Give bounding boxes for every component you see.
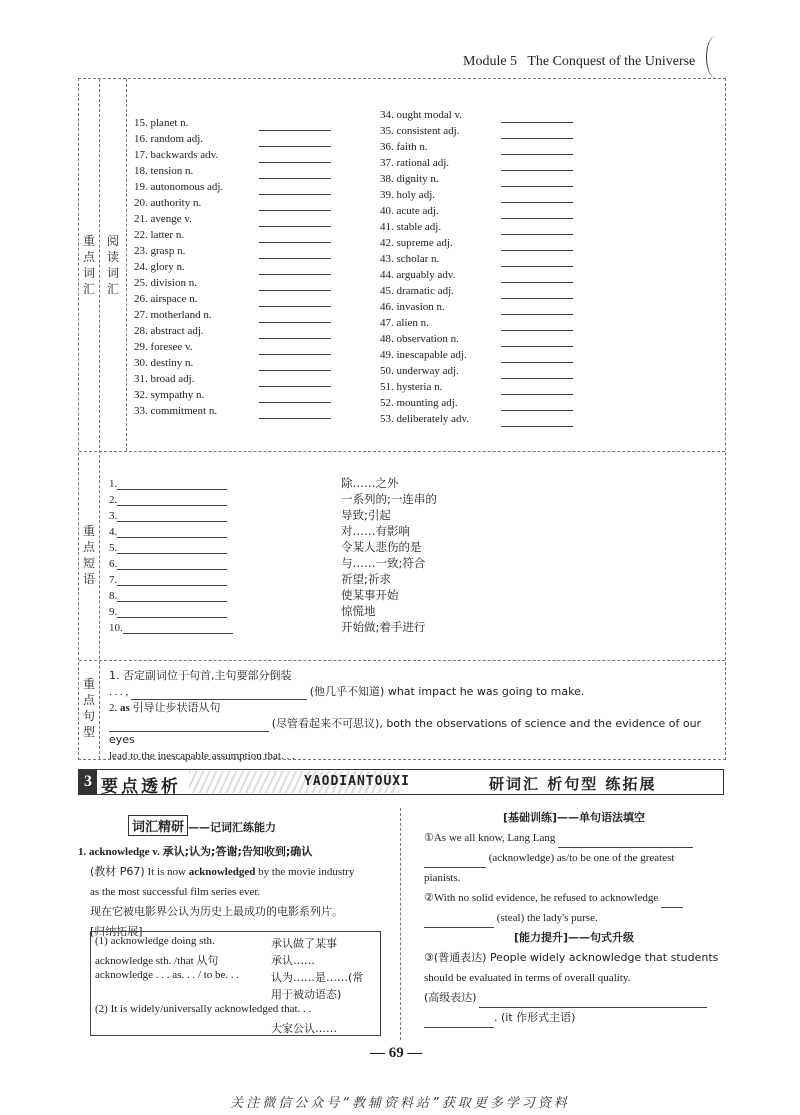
phrase-blank[interactable] bbox=[123, 621, 233, 634]
vocab-blank[interactable] bbox=[259, 403, 331, 419]
phrase-row bbox=[109, 493, 233, 509]
label-char: 句 bbox=[82, 709, 95, 723]
phrase-meaning: 惊慌地 bbox=[341, 604, 376, 618]
header-title: The Conquest of the Universe bbox=[527, 54, 696, 69]
summary-en: (2) It is widely/universally acknowledged that. . . bbox=[95, 1003, 312, 1015]
vocab-blank[interactable] bbox=[501, 219, 573, 235]
sentence-1: . . . , (他几乎不知道) what impact he was going to make. bbox=[109, 685, 585, 698]
entry-acknowledge: 1. acknowledge v. 承认;认为;答谢;告知收到;确认 (教材 P67) It is now acknowledged by the movie industry as the most successful film series ever. 现在它被电影界公认为历史上最成功的电影系列片。 [归纳拓展] bbox=[78, 845, 355, 938]
vocab-blank[interactable] bbox=[259, 115, 331, 131]
sentence-1-title: 1. 否定副词位于句首,主句要部分倒装 bbox=[109, 669, 292, 682]
label-char: 点 bbox=[82, 693, 95, 707]
phrase-meaning: 祈望;祈求 bbox=[341, 572, 391, 586]
vocab-column-1 bbox=[134, 115, 223, 419]
phrase-blank[interactable] bbox=[117, 605, 227, 618]
phrase-meaning: 与……一致;符合 bbox=[341, 556, 426, 570]
section-label-sentences bbox=[82, 676, 96, 740]
summary-box bbox=[90, 931, 381, 1036]
ability-heading: [能力提升]——句式升级 bbox=[513, 931, 635, 944]
vocab-blank[interactable] bbox=[259, 243, 331, 259]
sentence-2-title: 2. as 引导让步状语从句 bbox=[109, 701, 221, 714]
phrase-blank[interactable] bbox=[117, 589, 227, 602]
vocab-word: 49. inescapable adj. bbox=[380, 349, 467, 361]
sentence-2-blank[interactable] bbox=[109, 719, 269, 732]
label-char: 重 bbox=[82, 234, 95, 248]
vocab-word: 22. latter n. bbox=[134, 229, 185, 241]
vocab-blank[interactable] bbox=[501, 363, 573, 379]
vocab-blank[interactable] bbox=[501, 395, 573, 411]
vocab-blank[interactable] bbox=[501, 187, 573, 203]
vocab-blank[interactable] bbox=[259, 323, 331, 339]
vocab-blank[interactable] bbox=[501, 347, 573, 363]
phrase-row bbox=[109, 621, 233, 637]
phrase-row bbox=[109, 509, 233, 525]
summary-cn: 承认…… bbox=[271, 954, 315, 967]
phrase-meaning: 使某事开始 bbox=[341, 588, 399, 602]
row-divider bbox=[79, 660, 725, 661]
vocab-blank[interactable] bbox=[259, 227, 331, 243]
vocab-blank[interactable] bbox=[259, 355, 331, 371]
sentence-1-blank[interactable] bbox=[131, 687, 307, 700]
vocab-word: 35. consistent adj. bbox=[380, 125, 460, 137]
vocab-word: 18. tension n. bbox=[134, 165, 194, 177]
banner-tags: 研词汇 析句型 练拓展 bbox=[489, 775, 657, 793]
vocab-blank[interactable] bbox=[501, 331, 573, 347]
phrase-number: 3. bbox=[109, 510, 118, 522]
vocab-blank[interactable] bbox=[259, 131, 331, 147]
vocab-word: 20. authority n. bbox=[134, 197, 202, 209]
phrase-number: 10. bbox=[109, 622, 123, 634]
vocab-blank[interactable] bbox=[501, 267, 573, 283]
header-decoration bbox=[706, 36, 725, 78]
label-char: 汇 bbox=[106, 282, 119, 296]
vocab-blank[interactable] bbox=[501, 155, 573, 171]
vocab-blank[interactable] bbox=[501, 107, 573, 123]
label-char: 语 bbox=[82, 572, 95, 586]
vocab-blank[interactable] bbox=[259, 147, 331, 163]
phrase-number: 5. bbox=[109, 542, 118, 554]
vocab-word: 51. hysteria n. bbox=[380, 381, 443, 393]
vocab-word: 24. glory n. bbox=[134, 261, 185, 273]
vocab-blank[interactable] bbox=[259, 259, 331, 275]
basic-training-heading: [基础训练]——单句语法填空 bbox=[502, 811, 646, 824]
vocab-blank[interactable] bbox=[501, 171, 573, 187]
phrase-blank[interactable] bbox=[117, 541, 227, 554]
label-char: 词 bbox=[106, 266, 119, 280]
label-column-divider bbox=[99, 79, 100, 759]
summary-row bbox=[95, 969, 376, 986]
phrase-number: 6. bbox=[109, 558, 118, 570]
vocab-word: 25. division n. bbox=[134, 277, 197, 289]
summary-en: acknowledge . . . as. . . / to be. . . bbox=[95, 969, 240, 981]
vocab-word: 33. commitment n. bbox=[134, 405, 218, 417]
summary-cn: 承认做了某事 bbox=[271, 937, 337, 950]
label-char: 短 bbox=[82, 556, 95, 570]
summary-cn: 认为……是……(常 bbox=[271, 971, 364, 984]
banner-title: 要点透析 bbox=[101, 777, 181, 797]
phrase-meaning: 开始做;着手进行 bbox=[341, 620, 426, 634]
vocab-blanks-1 bbox=[259, 115, 331, 419]
vocab-word: 43. scholar n. bbox=[380, 253, 440, 265]
vocab-word: 41. stable adj. bbox=[380, 221, 442, 233]
vocab-blank[interactable] bbox=[259, 211, 331, 227]
phrase-number: 1. bbox=[109, 478, 118, 490]
vocab-blank[interactable] bbox=[501, 235, 573, 251]
vocab-word: 19. autonomous adj. bbox=[134, 181, 224, 193]
label-char: 型 bbox=[82, 725, 95, 739]
summary-row bbox=[95, 986, 376, 1003]
vocab-blank[interactable] bbox=[259, 195, 331, 211]
vocab-blank[interactable] bbox=[501, 123, 573, 139]
phrase-row bbox=[109, 589, 233, 605]
vocab-word: 47. alien n. bbox=[380, 317, 429, 329]
summary-row bbox=[95, 952, 376, 969]
summary-en: (1) acknowledge doing sth. bbox=[95, 935, 215, 947]
vocab-column-2 bbox=[380, 107, 469, 427]
q1-blank[interactable] bbox=[558, 835, 693, 848]
label-char: 阅 bbox=[106, 234, 119, 248]
section-label-reading bbox=[106, 233, 120, 297]
vocab-word: 48. observation n. bbox=[380, 333, 459, 345]
phrase-row bbox=[109, 541, 233, 557]
summary-en: acknowledge sth. /that 从句 bbox=[95, 955, 219, 967]
phrase-row bbox=[109, 605, 233, 621]
q3-blank[interactable] bbox=[479, 995, 707, 1008]
vocab-blank[interactable] bbox=[259, 307, 331, 323]
summary-cn: 用于被动语态) bbox=[271, 988, 342, 1001]
vocab-blank[interactable] bbox=[259, 179, 331, 195]
vocab-blank[interactable] bbox=[259, 371, 331, 387]
phrase-meaning: 一系列的;一连串的 bbox=[341, 492, 437, 506]
section-label-phrases bbox=[82, 523, 96, 587]
phrase-meanings bbox=[341, 475, 437, 635]
phrase-number: 9. bbox=[109, 606, 118, 618]
summary-row bbox=[95, 1003, 376, 1020]
phrase-blank[interactable] bbox=[117, 525, 227, 538]
vocab-word: 50. underway adj. bbox=[380, 365, 459, 377]
vocab-word: 44. arguably adv. bbox=[380, 269, 456, 281]
phrase-meaning: 令某人悲伤的是 bbox=[341, 540, 422, 554]
vocab-blank[interactable] bbox=[259, 275, 331, 291]
vocab-word: 17. backwards adv. bbox=[134, 149, 219, 161]
vocab-blank[interactable] bbox=[259, 291, 331, 307]
review-table bbox=[78, 78, 726, 760]
phrase-row bbox=[109, 573, 233, 589]
vocab-word: 31. broad adj. bbox=[134, 373, 195, 385]
section-banner bbox=[78, 769, 724, 795]
vocab-blank[interactable] bbox=[501, 379, 573, 395]
vocab-blank[interactable] bbox=[259, 387, 331, 403]
phrase-number: 8. bbox=[109, 590, 118, 602]
phrase-row bbox=[109, 525, 233, 541]
vocab-word: 21. avenge v. bbox=[134, 213, 192, 225]
vocab-word: 38. dignity n. bbox=[380, 173, 439, 185]
q1-blank-2[interactable] bbox=[424, 855, 486, 868]
banner-subtitle: YAODIANTOUXI bbox=[304, 774, 410, 789]
summary-row bbox=[95, 1020, 376, 1037]
vocab-word: 37. rational adj. bbox=[380, 157, 450, 169]
column-divider bbox=[400, 808, 401, 1040]
exercises: [基础训练]——单句语法填空 ①As we all know, Lang Lang (acknowledge) as/to be one of the greatest pianists. ②With no solid evidence, he refused to acknowledge (steal) the lady's purse. [能力提升]——句式升级 ③(普通表达) People widely acknowledge that students should be evaluated in terms of overall quality. (高级表达) . (it 作形式主语) bbox=[424, 808, 724, 1028]
footer-note: 关注微信公众号“教辅资料站”获取更多学习资料 bbox=[230, 1096, 570, 1111]
section-label-vocab bbox=[82, 233, 96, 297]
phrase-blank[interactable] bbox=[117, 493, 227, 506]
vocab-word: 32. sympathy n. bbox=[134, 389, 205, 401]
q3-blank-2[interactable] bbox=[424, 1015, 494, 1028]
phrase-number: 2. bbox=[109, 494, 118, 506]
phrase-number: 7. bbox=[109, 574, 118, 586]
vocab-blank[interactable] bbox=[501, 315, 573, 331]
vocab-study-heading: 词汇精研 ——记词汇练能力 bbox=[128, 815, 276, 836]
vocab-word: 29. foresee v. bbox=[134, 341, 193, 353]
vocab-blank[interactable] bbox=[501, 299, 573, 315]
vocab-word: 40. acute adj. bbox=[380, 205, 439, 217]
vocab-blank[interactable] bbox=[259, 163, 331, 179]
banner-number: 3 bbox=[79, 770, 97, 794]
vocab-word: 30. destiny n. bbox=[134, 357, 194, 369]
phrase-blank[interactable] bbox=[117, 573, 227, 586]
sentence-patterns bbox=[109, 668, 721, 764]
vocab-blank[interactable] bbox=[501, 203, 573, 219]
vocab-word: 39. holy adj. bbox=[380, 189, 435, 201]
header-module: Module 5 bbox=[463, 54, 518, 69]
vocab-blank[interactable] bbox=[501, 251, 573, 267]
vocab-word: 34. ought modal v. bbox=[380, 109, 463, 121]
vocab-blank[interactable] bbox=[501, 411, 573, 427]
phrase-blank[interactable] bbox=[117, 477, 227, 490]
page-number: — 69 — bbox=[370, 1045, 423, 1061]
phrase-blank[interactable] bbox=[117, 557, 227, 570]
vocab-word: 16. random adj. bbox=[134, 133, 204, 145]
label-char: 词 bbox=[82, 266, 95, 280]
vocab-word: 45. dramatic adj. bbox=[380, 285, 454, 297]
vocab-word: 27. motherland n. bbox=[134, 309, 212, 321]
phrase-row bbox=[109, 557, 233, 573]
vocab-blank[interactable] bbox=[259, 339, 331, 355]
row-divider bbox=[79, 451, 725, 452]
vocab-word: 52. mounting adj. bbox=[380, 397, 458, 409]
vocab-word: 15. planet n. bbox=[134, 117, 189, 129]
label-char: 汇 bbox=[82, 282, 95, 296]
vocab-word: 26. airspace n. bbox=[134, 293, 198, 305]
vocab-blanks-2 bbox=[501, 107, 573, 427]
vocab-blank[interactable] bbox=[501, 139, 573, 155]
sublabel-column-divider bbox=[126, 79, 127, 451]
summary-row bbox=[95, 935, 376, 952]
label-char: 点 bbox=[82, 250, 95, 264]
vocab-word: 23. grasp n. bbox=[134, 245, 186, 257]
phrase-meaning: 除……之外 bbox=[341, 476, 399, 490]
label-char: 读 bbox=[106, 250, 119, 264]
phrase-blank[interactable] bbox=[117, 509, 227, 522]
q2-blank-2[interactable] bbox=[424, 915, 494, 928]
q2-blank[interactable] bbox=[661, 895, 683, 908]
vocab-blank[interactable] bbox=[501, 283, 573, 299]
phrase-row bbox=[109, 477, 233, 493]
label-char: 重 bbox=[82, 677, 95, 691]
label-char: 点 bbox=[82, 540, 95, 554]
vocab-word: 46. invasion n. bbox=[380, 301, 445, 313]
sentence-2-cont: lead to the inescapable assumption that. . . bbox=[109, 750, 295, 762]
vocab-word: 28. abstract adj. bbox=[134, 325, 204, 337]
phrase-meaning: 导致;引起 bbox=[341, 508, 391, 522]
vocab-word: 53. deliberately adv. bbox=[380, 413, 470, 425]
label-char: 重 bbox=[82, 524, 95, 538]
phrase-meaning: 对……有影响 bbox=[341, 524, 410, 538]
phrase-blanks bbox=[109, 477, 233, 637]
running-header bbox=[463, 54, 695, 70]
summary-cn: 大家公认…… bbox=[271, 1022, 337, 1035]
phrase-number: 4. bbox=[109, 526, 118, 538]
sentence-2: (尽管看起来不可思议), both the observations of science and the evidence of our eyes bbox=[109, 717, 702, 746]
vocab-word: 36. faith n. bbox=[380, 141, 428, 153]
vocab-word: 42. supreme adj. bbox=[380, 237, 453, 249]
